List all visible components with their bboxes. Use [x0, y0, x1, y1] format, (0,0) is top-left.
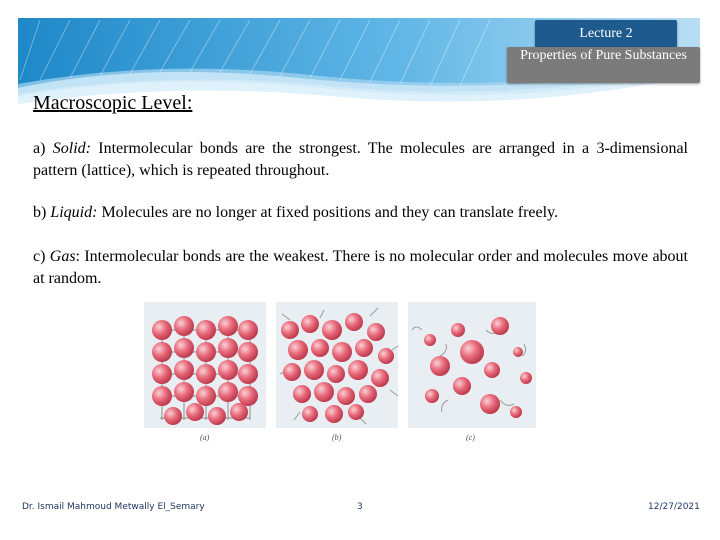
item-liquid — [33, 202, 688, 224]
item-prefix: a) — [33, 140, 53, 157]
molecular-arrangement-figure — [140, 300, 540, 445]
topic-badge: Properties of Pure Substances — [507, 47, 700, 83]
footer-author: Dr. Ismail Mahmoud Metwally El_Semary — [22, 502, 205, 512]
item-text: Molecules are no longer at fixed positions and they can translate freely. — [97, 204, 559, 221]
caption-c: (c) — [466, 433, 475, 442]
item-solid — [33, 138, 688, 182]
item-text: Intermolecular bonds are the strongest. The molecules are arranged in a 3-dimensional pattern (lattice), which is repeated throughout. — [33, 140, 688, 179]
item-prefix: b) — [33, 204, 51, 221]
caption-a: (a) — [200, 433, 210, 442]
lecture-badge: Lecture 2 — [535, 20, 677, 48]
item-term: Solid: — [52, 140, 91, 157]
item-prefix: c) — [33, 248, 50, 265]
item-term: Liquid: — [50, 204, 98, 221]
footer-date: 12/27/2021 — [648, 502, 700, 512]
item-gas — [33, 246, 688, 290]
item-text: : Intermolecular bonds are the weakest. There is no molecular order and molecules move about at random. — [33, 248, 688, 287]
item-term: Gas — [49, 248, 76, 265]
page-title: Macroscopic Level: — [33, 92, 193, 114]
caption-b: (b) — [332, 433, 342, 442]
footer-page-number: 3 — [357, 502, 363, 512]
